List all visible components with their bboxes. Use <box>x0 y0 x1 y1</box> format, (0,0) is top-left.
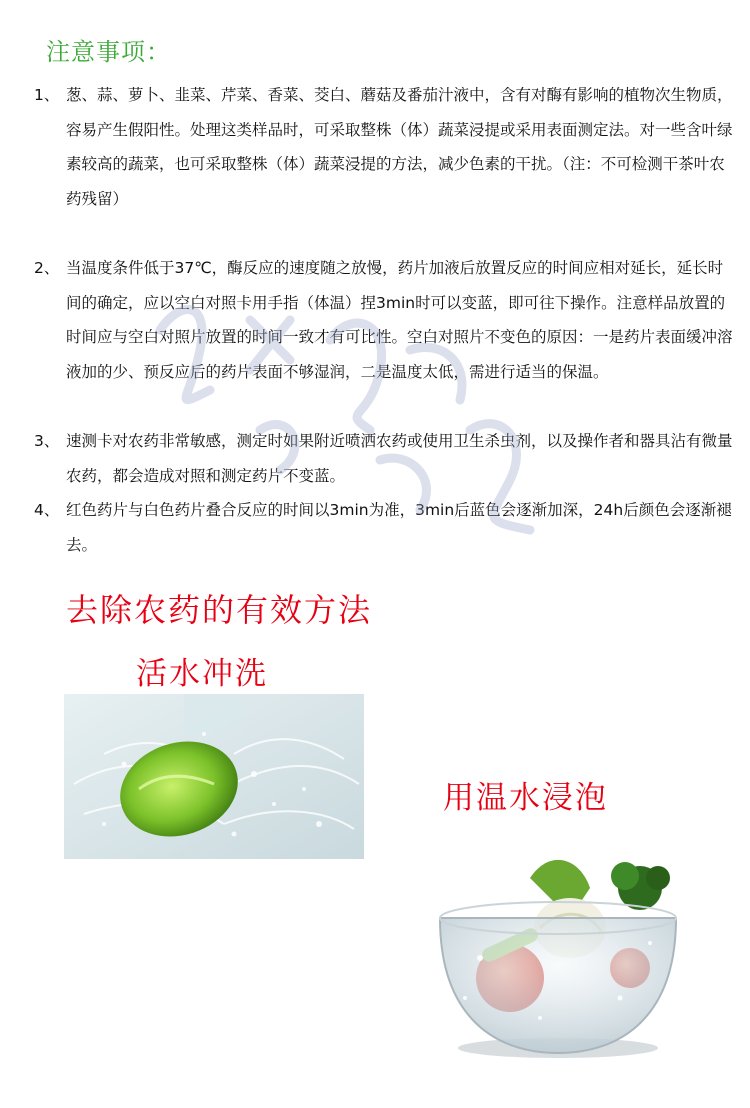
soak-photo <box>420 848 696 1064</box>
note-item-4 <box>34 493 734 562</box>
note-text: 红色药片与白色药片叠合反应的时间以3min为准，3min后蓝色会逐渐加深，24h后颜色会逐渐褪去。 <box>66 501 732 554</box>
note-number: 2、 <box>34 259 60 277</box>
method-label-soak: 用温水浸泡 <box>443 780 608 816</box>
note-text: 葱、蒜、萝卜、韭菜、芹菜、香菜、茭白、蘑菇及番茄汁液中，含有对酶有影响的植物次生物质，容易产生假阳性。处理这类样品时，可采取整株（体）蔬菜浸提或采用表面测定法。对一些含叶绿素较高的蔬菜，也可采取整株（体）蔬菜浸提的方法，减少色素的干扰。（注：不可检测干茶叶农药残留） <box>66 86 733 208</box>
note-number: 3、 <box>34 432 60 450</box>
note-text: 速测卡对农药非常敏感，测定时如果附近喷洒农药或使用卫生杀虫剂，以及操作者和器具沾有微量农药，都会造成对照和测定药片不变蓝。 <box>66 432 733 485</box>
note-number: 4、 <box>34 501 60 519</box>
notes-title: 注意事项： <box>46 38 171 66</box>
note-item-1 <box>34 78 734 216</box>
note-number: 1、 <box>34 86 60 104</box>
note-item-2 <box>34 251 734 389</box>
note-text: 当温度条件低于37℃，酶反应的速度随之放慢，药片加液后放置反应的时间应相对延长，延长时间的确定，应以空白对照卡用手指（体温）捏3min时可以变蓝，即可往下操作。注意样品放置的时间应与空白对照片放置的时间一致才有可比性。空白对照片不变色的原因：一是药片表面缓冲溶液加的少、预反应后的药片表面不够湿润，二是温度太低，需进行适当的保温。 <box>66 259 733 381</box>
methods-title: 去除农药的有效方法 <box>66 591 373 629</box>
note-item-3 <box>34 424 734 493</box>
method-label-rinse: 活水冲洗 <box>136 656 268 692</box>
rinse-photo <box>64 694 364 859</box>
